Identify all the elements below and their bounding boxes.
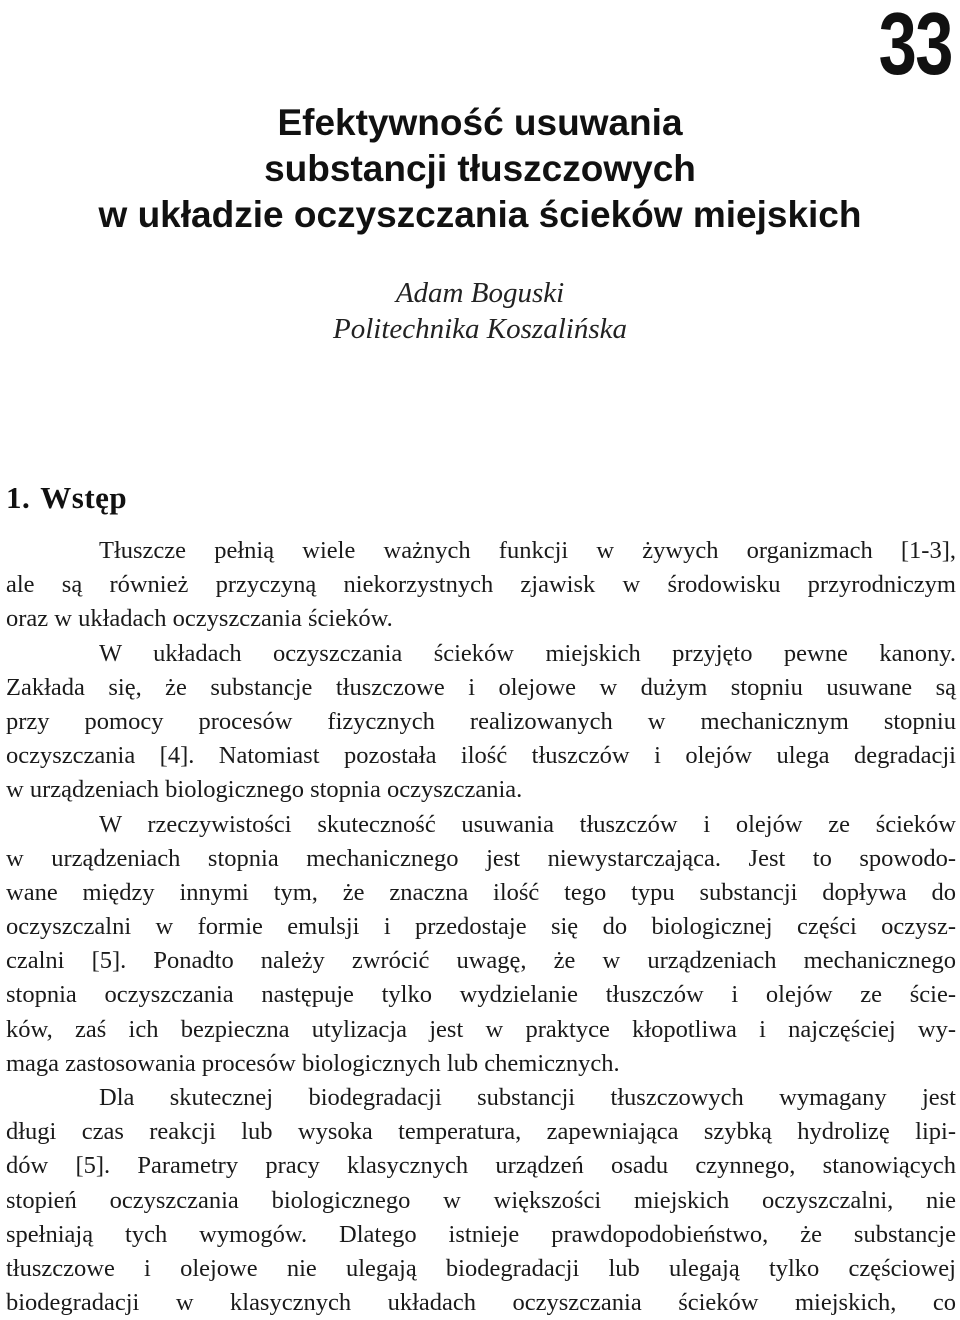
paragraph-line: W układach oczyszczania ścieków miejskich przyjęto pewne kanony. (99, 639, 956, 667)
section-title: Wstęp (40, 480, 128, 515)
paragraph-line: przy pomocy procesów fizycznych realizowanych w mechanicznym stopniu (6, 707, 956, 735)
body-text (6, 534, 956, 1320)
paragraph-line: spełniają tych wymogów. Dlatego istnieje prawdopodobieństwo, że substancje (6, 1220, 956, 1248)
paragraph-line: Zakłada się, że substancje tłuszczowe i olejowe w dużym stopniu usuwane są (6, 673, 956, 701)
author-affiliation: Politechnika Koszalińska (333, 313, 627, 345)
paragraph-line: w urządzeniach stopnia mechanicznego jest niewystarczająca. Jest to spowodo- (6, 844, 956, 872)
paragraph-line: Dla skutecznej biodegradacji substancji tłuszczowych wymagany jest (99, 1084, 956, 1111)
paragraph-line: ale są również przyczyną niekorzystnych zjawisk w środowisku przyrodniczym (6, 571, 956, 599)
paragraph-line: dów [5]. Parametry pracy klasycznych urządzeń osadu czynnego, stanowiących (6, 1152, 956, 1180)
chapter-number: 33 (878, 0, 952, 93)
paragraph-line: długi czas reakcji lub wysoka temperatura, zapewniająca szybką hydrolizę lipi- (6, 1118, 956, 1146)
paragraph-line: stopień oczyszczania biologicznego w większości miejskich oczyszczalni, nie (6, 1186, 956, 1214)
paragraph-line: oczyszczania [4]. Natomiast pozostała ilość tłuszczów i olejów ulega degradacji (6, 742, 956, 770)
paragraph-line: oraz w układach oczyszczania ścieków. (6, 605, 393, 633)
author-name: Adam Boguski (395, 277, 565, 309)
paragraph-line: W rzeczywistości skuteczność usuwania tłuszczów i olejów ze ścieków (99, 810, 956, 838)
paragraph-line: biodegradacji w klasycznych układach oczyszczania ścieków miejskich, co (6, 1289, 956, 1317)
paragraph-line: ków, zaś ich bezpieczna utylizacja jest w praktyce kłopotliwa i najczęściej wy- (6, 1015, 956, 1043)
section-heading (6, 480, 127, 516)
paragraph-line: Tłuszcze pełnią wiele ważnych funkcji w żywych organizmach [1-3], (99, 537, 956, 564)
title-line: substancji tłuszczowych (264, 148, 696, 189)
paragraph-line: wane między innymi tym, że znaczna ilość tego typu substancji dopływa do (6, 878, 956, 906)
title-line: w układzie oczyszczania ścieków miejskich (98, 194, 862, 235)
section-number: 1. (6, 480, 31, 515)
article-title (0, 100, 960, 238)
paragraph-line: stopnia oczyszczania następuje tylko wydzielanie tłuszczów i olejów ze ście- (6, 981, 956, 1009)
title-line: Efektywność usuwania (277, 102, 683, 143)
paragraph-line: w urządzeniach biologicznego stopnia oczyszczania. (6, 776, 523, 804)
paragraph-line: tłuszczowe i olejowe nie ulegają biodegradacji lub ulegają tylko częściowej (6, 1254, 956, 1282)
author-block (0, 275, 960, 347)
paragraph-line: czalni [5]. Ponadto należy zwrócić uwagę, że w urządzeniach mechanicznego (6, 947, 956, 975)
paragraph-line: oczyszczalni w formie emulsji i przedostaje się do biologicznej części oczysz- (6, 913, 956, 941)
paragraph-line: maga zastosowania procesów biologicznych lub chemicznych. (6, 1049, 620, 1077)
